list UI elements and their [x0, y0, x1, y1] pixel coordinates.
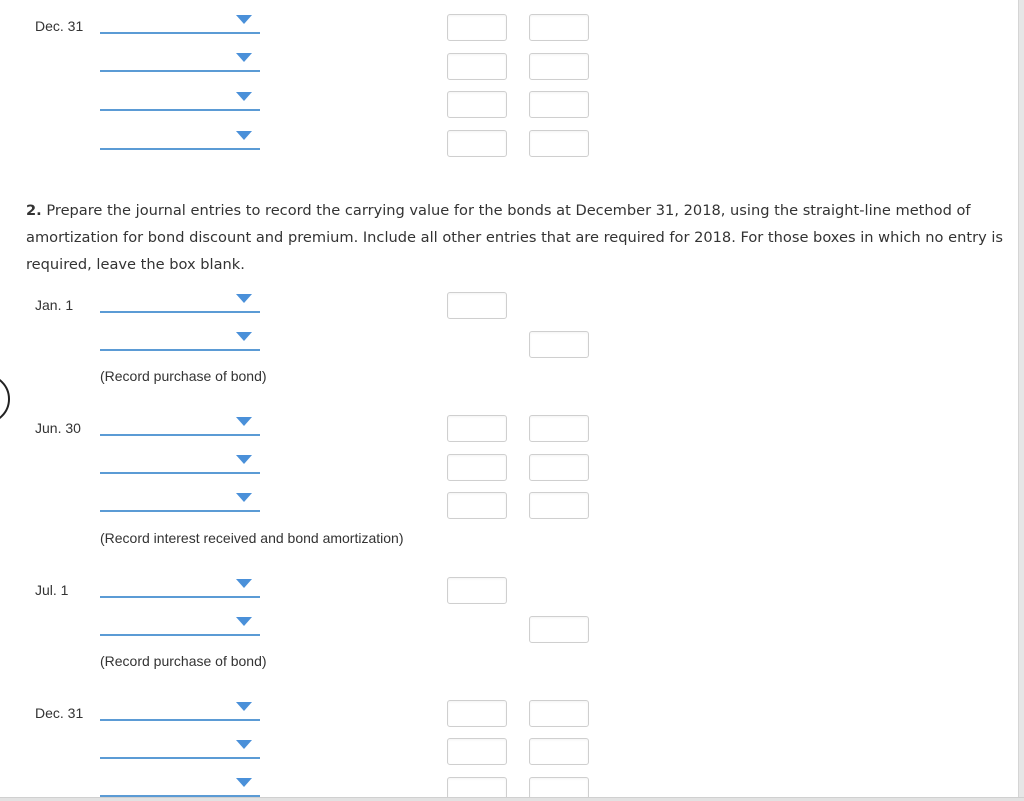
dropdown-caret-icon [236, 294, 252, 303]
dropdown-caret-icon [236, 740, 252, 749]
debit-input[interactable] [447, 415, 507, 442]
debit-input[interactable] [447, 14, 507, 41]
debit-input[interactable] [447, 53, 507, 80]
debit-input[interactable] [447, 292, 507, 319]
debit-input[interactable] [447, 700, 507, 727]
partial-circle-marker [0, 374, 10, 424]
bottom-edge-divider [0, 797, 1024, 801]
dropdown-caret-icon [236, 617, 252, 626]
question-instructions [26, 197, 1006, 278]
debit-input[interactable] [447, 91, 507, 118]
account-dropdown[interactable] [100, 775, 260, 797]
account-dropdown[interactable] [100, 291, 260, 313]
dropdown-caret-icon [236, 778, 252, 787]
credit-input[interactable] [529, 331, 589, 358]
account-dropdown[interactable] [100, 737, 260, 759]
entry-note: (Record interest received and bond amortization) [100, 530, 404, 546]
question-text: Prepare the journal entries to record the carrying value for the bonds at December 31, 2018, using the straight-line method of amortization for bond discount and premium. Include all other entries that are required for 2018. For those boxes in which no entry is required, leave the box blank. [26, 202, 1004, 273]
account-dropdown[interactable] [100, 128, 260, 150]
account-dropdown[interactable] [100, 329, 260, 351]
account-dropdown[interactable] [100, 89, 260, 111]
entry-date: Jun. 30 [35, 420, 81, 436]
account-dropdown[interactable] [100, 414, 260, 436]
account-dropdown[interactable] [100, 490, 260, 512]
account-dropdown[interactable] [100, 614, 260, 636]
credit-input[interactable] [529, 616, 589, 643]
debit-input[interactable] [447, 492, 507, 519]
account-dropdown[interactable] [100, 576, 260, 598]
dropdown-caret-icon [236, 579, 252, 588]
account-dropdown[interactable] [100, 50, 260, 72]
credit-input[interactable] [529, 738, 589, 765]
account-dropdown[interactable] [100, 12, 260, 34]
entry-date-dec31-top: Dec. 31 [35, 18, 84, 34]
dropdown-caret-icon [236, 332, 252, 341]
dropdown-caret-icon [236, 417, 252, 426]
entry-date: Jul. 1 [35, 582, 69, 598]
credit-input[interactable] [529, 130, 589, 157]
entry-date: Jan. 1 [35, 297, 74, 313]
credit-input[interactable] [529, 700, 589, 727]
debit-input[interactable] [447, 130, 507, 157]
debit-input[interactable] [447, 738, 507, 765]
entry-date: Dec. 31 [35, 705, 84, 721]
dropdown-caret-icon [236, 702, 252, 711]
credit-input[interactable] [529, 454, 589, 481]
credit-input[interactable] [529, 91, 589, 118]
credit-input[interactable] [529, 492, 589, 519]
account-dropdown[interactable] [100, 699, 260, 721]
account-dropdown[interactable] [100, 452, 260, 474]
credit-input[interactable] [529, 53, 589, 80]
entry-note: (Record purchase of bond) [100, 368, 267, 384]
entry-note: (Record purchase of bond) [100, 653, 267, 669]
dropdown-caret-icon [236, 131, 252, 140]
question-number: 2. [26, 202, 42, 219]
dropdown-caret-icon [236, 15, 252, 24]
scrollbar-track[interactable] [1018, 0, 1024, 801]
dropdown-caret-icon [236, 493, 252, 502]
debit-input[interactable] [447, 454, 507, 481]
dropdown-caret-icon [236, 455, 252, 464]
credit-input[interactable] [529, 415, 589, 442]
credit-input[interactable] [529, 14, 589, 41]
dropdown-caret-icon [236, 53, 252, 62]
dropdown-caret-icon [236, 92, 252, 101]
debit-input[interactable] [447, 577, 507, 604]
